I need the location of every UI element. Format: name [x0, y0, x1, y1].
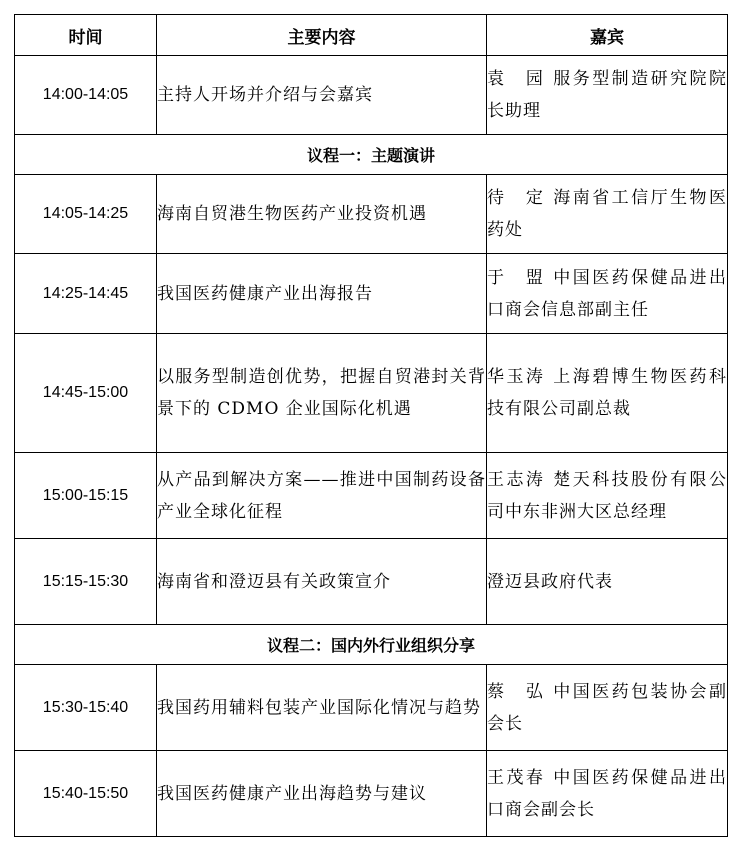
table-row — [15, 751, 728, 837]
content-cell: 从产品到解决方案——推进中国制药设备产业全球化征程 — [157, 453, 487, 539]
table-row — [15, 56, 728, 135]
table-row — [15, 539, 728, 625]
time-cell: 14:00-14:05 — [15, 56, 157, 135]
time-cell: 15:40-15:50 — [15, 751, 157, 837]
guest-cell: 袁 园 服务型制造研究院院长助理 — [487, 56, 728, 135]
time-cell: 14:25-14:45 — [15, 254, 157, 334]
content-cell: 海南自贸港生物医药产业投资机遇 — [157, 175, 487, 254]
time-cell: 14:05-14:25 — [15, 175, 157, 254]
guest-cell: 王志涛 楚天科技股份有限公司中东非洲大区总经理 — [487, 453, 728, 539]
header-guest: 嘉宾 — [487, 15, 728, 56]
table-row — [15, 334, 728, 453]
header-row — [15, 15, 728, 56]
guest-cell: 王茂春 中国医药保健品进出口商会副会长 — [487, 751, 728, 837]
guest-cell: 蔡 弘 中国医药包装协会副会长 — [487, 665, 728, 751]
section-row — [15, 625, 728, 665]
header-time: 时间 — [15, 15, 157, 56]
guest-cell: 澄迈县政府代表 — [487, 539, 728, 625]
guest-cell: 待 定 海南省工信厅生物医药处 — [487, 175, 728, 254]
content-cell: 我国医药健康产业出海趋势与建议 — [157, 751, 487, 837]
section-row — [15, 135, 728, 175]
agenda-table — [14, 14, 728, 837]
table-row — [15, 453, 728, 539]
header-content: 主要内容 — [157, 15, 487, 56]
table-row — [15, 665, 728, 751]
table-row — [15, 175, 728, 254]
content-cell: 我国药用辅料包装产业国际化情况与趋势 — [157, 665, 487, 751]
time-cell: 15:00-15:15 — [15, 453, 157, 539]
content-cell: 海南省和澄迈县有关政策宣介 — [157, 539, 487, 625]
guest-cell: 于 盟 中国医药保健品进出口商会信息部副主任 — [487, 254, 728, 334]
guest-cell: 华玉涛 上海碧博生物医药科技有限公司副总裁 — [487, 334, 728, 453]
content-cell: 我国医药健康产业出海报告 — [157, 254, 487, 334]
time-cell: 15:30-15:40 — [15, 665, 157, 751]
table-row — [15, 254, 728, 334]
time-cell: 14:45-15:00 — [15, 334, 157, 453]
content-cell: 以服务型制造创优势，把握自贸港封关背景下的 CDMO 企业国际化机遇 — [157, 334, 487, 453]
time-cell: 15:15-15:30 — [15, 539, 157, 625]
section-title: 议程一：主题演讲 — [15, 135, 728, 175]
content-cell: 主持人开场并介绍与会嘉宾 — [157, 56, 487, 135]
section-title: 议程二：国内外行业组织分享 — [15, 625, 728, 665]
